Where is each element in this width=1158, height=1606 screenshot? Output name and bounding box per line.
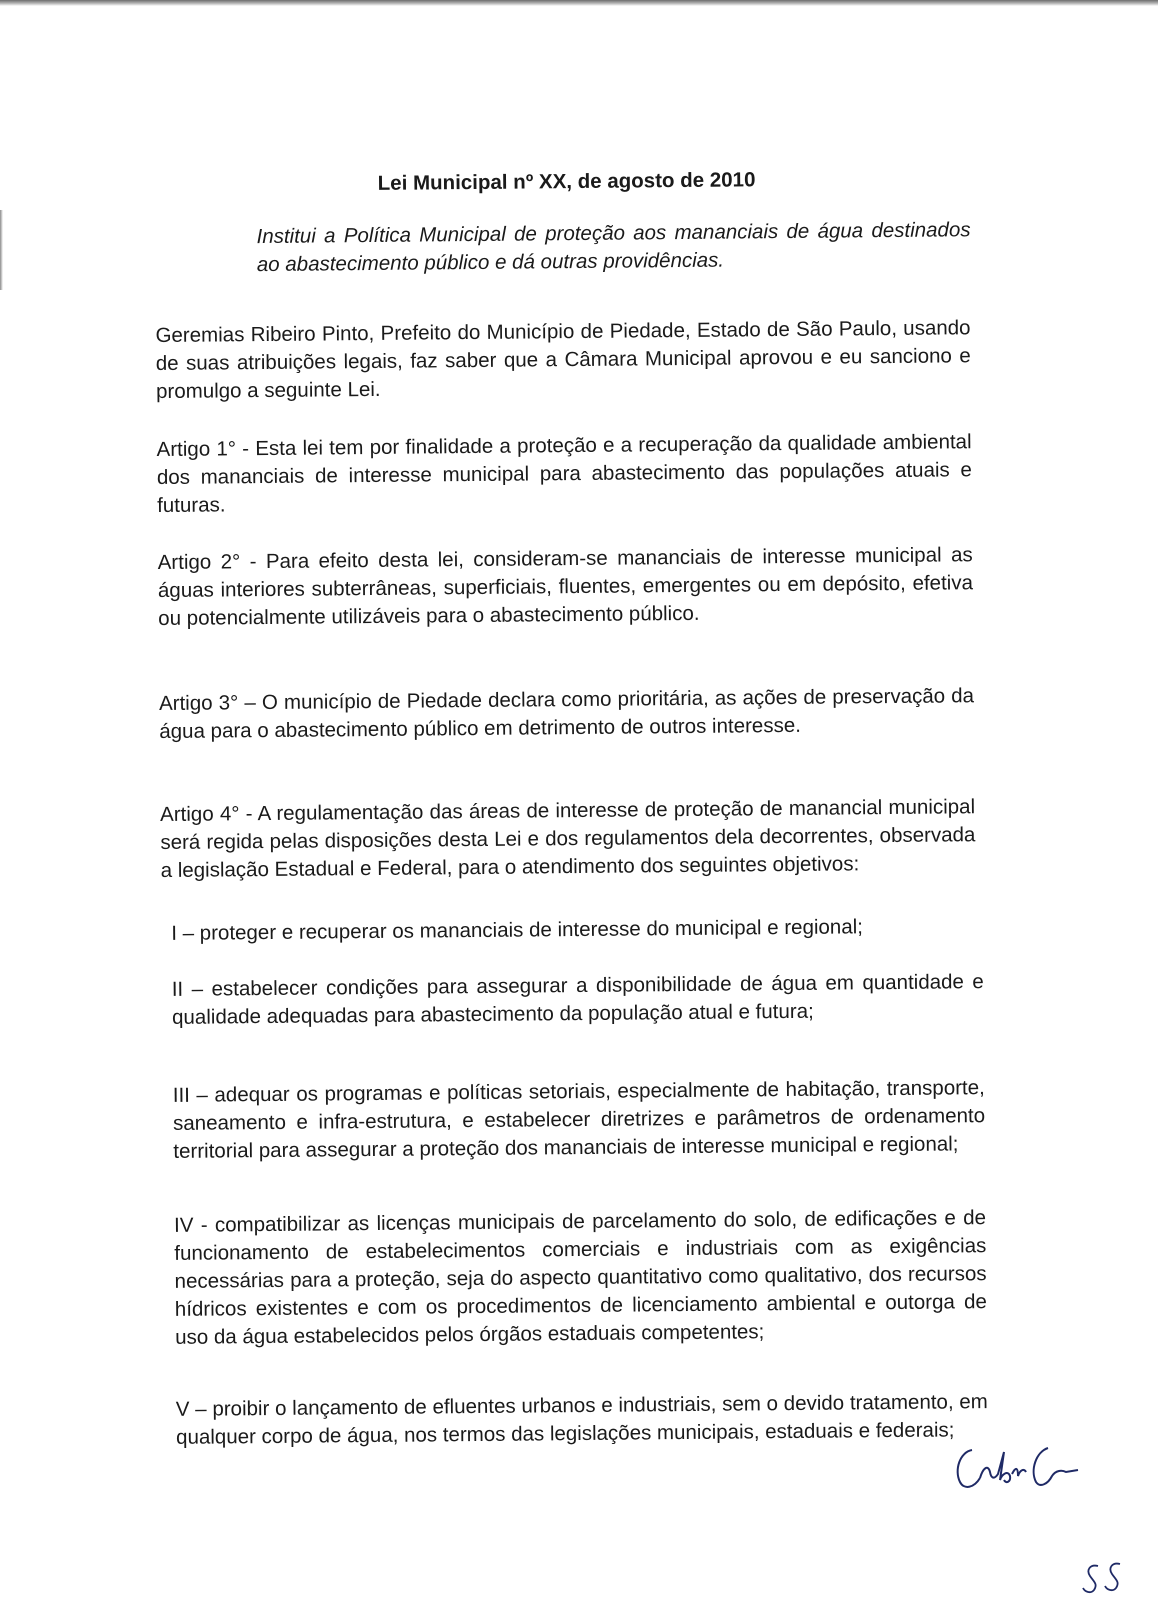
item-ii: II – estabelecer condições para assegurar a disponibilidade de água em quantidade e qualidade adequadas para abastecimento da população atual e futura; (171, 970, 984, 1029)
item-v: V – proibir o lançamento de efluentes urbanos e industriais, sem o devido tratamento, em qualquer corpo de água, nos termos das legislações municipais, estaduais e federais; (175, 1390, 988, 1449)
handwritten-signature (950, 1430, 1080, 1500)
article-2: Artigo 2° - Para efeito desta lei, consideram-se mananciais de interesse municipal as águas interiores subterrâneas, superficiais, fluentes, emergentes ou em depósito, efetiva ou potencialmente utilizáveis para o abastecimento público. (157, 543, 974, 631)
law-title: Lei Municipal nº XX, de agosto de 2010 (377, 168, 756, 195)
item-iv: IV - compatibilizar as licenças municipais de parcelamento do solo, de edificações e de funcionamento de estabelecimentos comerciais e industriais com as exigências necessárias para a proteção, seja do aspecto quantitativo como qualitativo, dos recursos hídricos existentes e com os procedimentos de licenciamento ambiental e outorga de uso da água estabelecidos pelos órgãos estaduais competentes; (173, 1206, 987, 1349)
handwritten-page-number (1080, 1560, 1130, 1596)
item-i: I – proteger e recuperar os mananciais de interesse do municipal e regional; (171, 915, 864, 945)
item-iii: III – adequar os programas e políticas setoriais, especialmente de habitação, transporte, saneamento e infra-estrutura, e estabelecer diretrizes e parâmetros de ordenamento territorial para assegurar a proteção dos mananciais de interesse municipal e regional; (172, 1076, 986, 1163)
preamble: Geremias Ribeiro Pinto, Prefeito do Município de Piedade, Estado de São Paulo, usando de suas atribuições legais, faz saber que a Câmara Municipal aprovou e eu sanciono e promulgo a seguinte Lei. (155, 316, 971, 404)
article-1: Artigo 1° - Esta lei tem por finalidade a proteção e a recuperação da qualidade ambiental dos mananciais de interesse municipal para abastecimento das populações atuais e futuras. (156, 430, 972, 518)
law-subtitle: Institui a Política Municipal de proteção aos mananciais de água destinados ao abastecimento público e dá outras providências. (256, 218, 971, 277)
article-4: Artigo 4° - A regulamentação das áreas de interesse de proteção de manancial municipal será regida pelas disposições desta Lei e dos regulamentos dela decorrentes, observada a legislação Estadual e Federal, para o atendimento dos seguintes objetivos: (160, 795, 976, 883)
article-3: Artigo 3° – O município de Piedade declara como prioritária, as ações de preservação da água para o abastecimento público em detrimento de outros interesse. (158, 684, 975, 744)
